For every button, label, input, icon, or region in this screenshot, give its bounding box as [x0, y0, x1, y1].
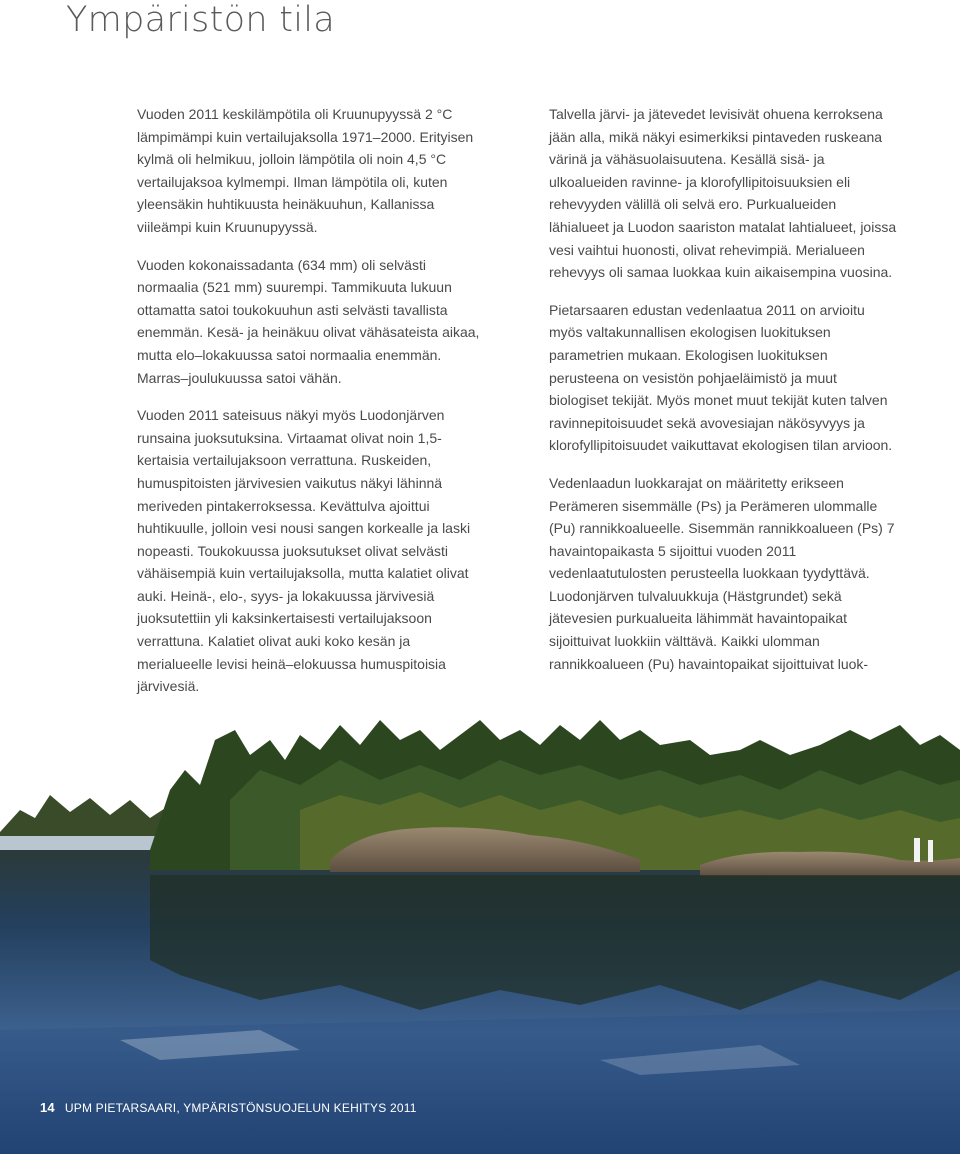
paragraph: Vuoden 2011 sateisuus näkyi myös Luodonjärven runsaina juoksutuksina. Virtaamat olivat noin 1,5-kertaisia vertailujaksoon verrattuna. Ruskeiden, humuspitoisten järvivesien vaikutus näkyi lähinnä meriveden pintakerroksessa. Kevättulva ajoittui huhtikuulle, jolloin vesi nousi sangen korkealle ja laski nopeasti. Toukokuussa juoksutukset olivat selvästi vähäisempiä kuin vertailujaksolla, mutta kalatiet olivat auki. Heinä-, elo-, syys- ja lokakuussa järvivesiä juoksutettiin yli kaksinkertaisesti vertailujaksoon verrattuna. Kalatiet olivat auki koko kesän ja merialueelle levisi heinä–elokuussa humuspitoisia järvivesiä. — [137, 407, 471, 695]
paragraph: Vuoden 2011 keskilämpötila oli Kruunupyyssä 2 °C lämpimämpi kuin vertailujaksolla 1971–2000. Erityisen kylmä oli helmikuu, jolloin lämpötila oli noin 4,5 °C vertailujaksoa kylmempi. Ilman lämpötila oli, kuten yleensäkin huhtikuusta heinäkuuhun, Kallanissa viileämpi kuin Kruunupyyssä. — [137, 106, 474, 235]
page-title: Ympäristön tila — [66, 0, 336, 40]
paragraph: Vedenlaadun luokkarajat on määritetty erikseen Perämeren sisemmälle (Ps) ja Perämeren ulommalle (Pu) rannikkoalueelle. Sisemmän rannikkoalueen (Ps) 7 havaintopaikasta 5 sijoittui vuoden 2011 vedenlaatutulosten perusteella luokkaan tyydyttävä. Luodonjärven tulvaluukkuja (Hästgrundet) sekä jätevesien purkualueita lähimmät havaintopaikat sijoittuivat luokkiin välttävä. Kaikki ulomman rannikkoalueen (Pu) havaintopaikat sijoittuivat luok- — [549, 474, 895, 672]
right-column — [549, 103, 899, 690]
paragraph: Pietarsaaren edustan vedenlaatua 2011 on arvioitu myös valtakunnallisen ekologisen luokituksen parametrien mukaan. Ekologisen luokituksen perusteena on vesistön pohjaeläimistö ja muut biologiset tekijät. Myös monet muut tekijät kuten talven ravinnepitoisuudet sekä avovesiajan näkösyvyys ja klorofyllipitoisuudet vaikuttavat ekologisen tilan arvioon. — [549, 301, 893, 454]
paragraph: Vuoden kokonaissadanta (634 mm) oli selvästi normaalia (521 mm) suurempi. Tammikuuta lukuun ottamatta satoi toukokuuhun asti selvästi tavallista enemmän. Kesä- ja heinäkuu olivat vähäsateista aikaa, mutta elo–lokakuussa satoi normaalia enemmän. Marras–joulukuussa satoi vähän. — [137, 256, 480, 386]
page-number: 14 — [40, 1100, 55, 1115]
left-column — [137, 103, 487, 713]
footer — [40, 1100, 417, 1115]
paragraph: Talvella järvi- ja jätevedet levisivät ohuena kerroksena jään alla, mikä näkyi esimerkiksi pintaveden ruskeana värinä ja vähäsuolaisuutena. Kesällä sisä- ja ulkoalueiden ravinne- ja klorofyllipitoisuuksien eli rehevyyden välillä oli selvä ero. Purkualueiden lähialueet ja Luodon saariston matalat lahtialueet, joissa vesi vaihtui huonosti, olivat rehevimpiä. Merialueen rehevyys oli samaa luokkaa kuin aikaisempina vuosina. — [549, 106, 897, 281]
lake-island-photo — [0, 700, 960, 1154]
footer-text: UPM PIETARSAARI, YMPÄRISTÖNSUOJELUN KEHITYS 2011 — [64, 1101, 417, 1115]
